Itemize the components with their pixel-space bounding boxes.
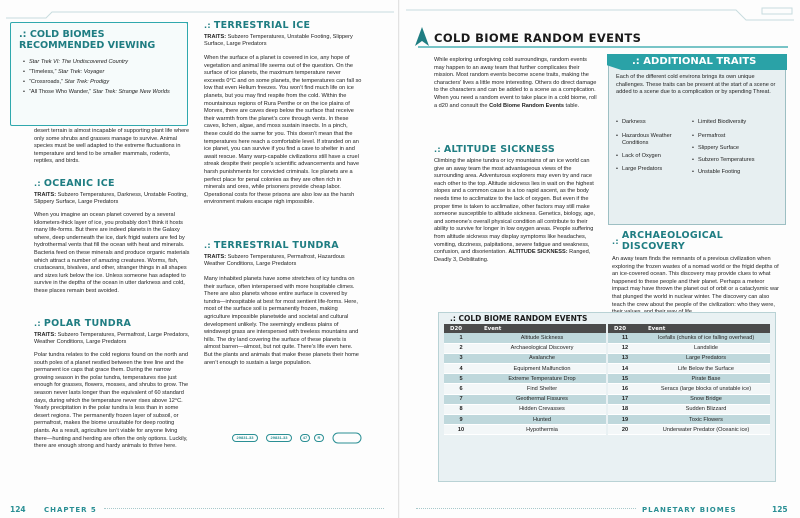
trait-item: • Hazardous Weather Conditions: [622, 133, 692, 147]
top-frame-decoration: [406, 6, 794, 26]
column-header-d20: D20: [608, 324, 642, 333]
d20-cell: 4: [444, 364, 478, 374]
chapter-runner: PLANETARY BIOMES: [642, 506, 737, 514]
table-row: [608, 343, 770, 353]
table-row: [444, 374, 606, 384]
recommended-viewing-box: [10, 22, 188, 126]
terrestrial-tundra-heading: .: TERRESTRIAL TUNDRA: [204, 240, 339, 251]
column-header-d20: D20: [444, 324, 478, 333]
page-number: 124: [10, 505, 26, 514]
terrestrial-tundra-body: Many inhabited planets have some stretches of icy tundra on their surface, often interspersed with more hospitable climes. There are also planets whose entire surface is covered by tundra—inhospitable at best for most sentient life-forms. Here, most of the surface soil is permanently frozen, making agriculture impossible planetwide and societal and cultural development unlikely. The seemingly endless plains of windswept grass are interspersed with treeless mountains and hills. The dry land covering the surface of these planets is almost barren—almost, but not quite. There’s life even here. But the plants and animals that make these planets their home aren’t enough to sustain a large population.: [204, 276, 359, 366]
table-row: [608, 425, 770, 435]
list-item: • “All Those Who Wander,” Star Trek: Strange New Worlds: [23, 87, 187, 97]
table-title: .: COLD BIOME RANDOM EVENTS: [450, 314, 588, 323]
table-header-row: [444, 324, 606, 333]
event-cell: Hidden Crevasses: [478, 404, 606, 414]
trait-item: • Limited Biodiversity: [698, 119, 778, 126]
footer-rule: [104, 508, 384, 511]
code-badge: R: [314, 434, 324, 442]
section-marker-icon: .:: [204, 21, 211, 30]
table-row: [608, 394, 770, 404]
d20-cell: 18: [608, 404, 642, 414]
chapter-runner: CHAPTER 5: [44, 506, 97, 514]
event-cell: Extreme Temperature Drop: [478, 374, 606, 384]
additional-traits-intro: Each of the different cold environs brings its own unique challenges. These traits can be present at the start of a scene or added to a scene due to a complication or by spending Threat.: [616, 74, 776, 96]
command-delta-icon: [414, 27, 430, 47]
event-cell: Archaeological Discovery: [478, 343, 606, 353]
d20-cell: 12: [608, 343, 642, 353]
code-badge: 29831-33: [266, 434, 292, 442]
section-marker-icon: .:: [632, 56, 640, 67]
d20-cell: 10: [444, 425, 478, 435]
section-marker-icon: .:: [204, 241, 211, 250]
altitude-sickness-body: Climbing the alpine tundra or icy mountains of an ice world can give an away team the most advantageous views of the surrounding area. Adventurous explorers may even try and race each other to the top. Altitude sickness lies in wait on the highest slopes and a common cause is a too rapid ascent, as the body needs time to acclimatize to the lack of oxygen. But even if the proper time is taken to acclimatize, other factors may still make someone susceptible to altitude sickness. Genetics, biology, age, and someone’s overall physical condition all contribute to their ability to survive for longer in low oxygen areas. People suffering from altitude sickness may display symptoms like headaches, vomiting, dizziness, palpitations, severe fatigue and weakness, confusion, and disorientation. ALTITUDE SICKNESS: Ranged, Deadly 3, Debilitating.: [434, 158, 595, 263]
event-cell: Snow Bridge: [642, 394, 770, 404]
table-row: [444, 404, 606, 414]
event-cell: Sudden Blizzard: [642, 404, 770, 414]
polar-tundra-traits: TRAITS: Subzero Temperatures, Permafrost, Large Predators, Weather Conditions, Large Predators: [34, 332, 190, 346]
table-row: [608, 404, 770, 414]
footer-rule: [416, 508, 636, 511]
trait-item: • Unstable Footing: [698, 169, 778, 176]
table-row: [444, 425, 606, 435]
recommended-list: [11, 51, 187, 97]
trait-item: • Large Predators: [622, 166, 692, 173]
terrestrial-ice-body: When the surface of a planet is covered in ice, any hope of vegetation and animal life seems out of the question. On the surface of ice planets, the maximum temperature never exceeds 0°C and on some planets, the temperatures can fall so low that even Helium freezes. You won’t find much life on ice planets, but you may find respite from the cold. Within the mountainous regions of Rura Penthe or on the ice plains of Morvex, there are caves deep below the surface that receive their warmth from the planet’s core through vents. In these caves, lichen, algae, and moss sustain insects. In a pinch, these could do the same for you. This doesn’t mean that the temperatures here reach a comfortable level. If stranded on an ice planet, you can survive if you find a cave to shelter in and await rescue. Many warp-capable civilizations still have a cruel streak despite their people’s scientific advancements and have harsh punishments for convicted criminals. Ice planets are a perfect place for penal colonies as they are often rich in minerals and ores, while prisoners provide cheap labor. Operational costs for these prisons are also low as the harsh environment makes escape nigh impossible.: [204, 55, 362, 206]
polar-tundra-body: Polar tundra relates to the cold regions found on the north and south poles of a planet nestled between the tree line and the permanent ice caps that grace them. During the narrow growing season in the polar tundra, temperatures rise just enough for grasses, flowers, mosses, and shrubs to grow. The season never lasts longer than the equivalent of 60 standard days, during which the temperature never rises above 12°C. Yearly precipitation in the polar tundra is less than in some desert regions. The permanently frozen layer of subsoil, or permafrost, makes the biome unsuitable for deep rooting plants. As a result, agriculture isn’t viable for anyone living there—hunting and herding are often the only options. Luckily, there are enough strong and hardy animals to thrive here.: [34, 352, 189, 450]
column-header-event: Event: [642, 324, 770, 333]
table-row: [444, 415, 606, 425]
d20-cell: 1: [444, 333, 478, 343]
d20-cell: 7: [444, 394, 478, 404]
section-marker-icon: .:: [34, 319, 41, 328]
table-row: [444, 343, 606, 353]
trait-item: • Lack of Oxygen: [622, 153, 692, 160]
table-row: [608, 374, 770, 384]
recommended-viewing-title: .: COLD BIOMES RECOMMENDED VIEWING: [19, 29, 156, 51]
d20-cell: 17: [608, 394, 642, 404]
d20-cell: 8: [444, 404, 478, 414]
d20-cell: 5: [444, 374, 478, 384]
table-row: [608, 384, 770, 394]
terrestrial-ice-traits: TRAITS: Subzero Temperatures, Unstable Footing, Slippery Surface, Large Predators: [204, 34, 353, 48]
altitude-sickness-heading: .: ALTITUDE SICKNESS: [434, 144, 556, 155]
archaeological-discovery-heading: .: ARCHAEOLOGICAL DISCOVERY: [612, 230, 724, 252]
section-marker-icon: .:: [450, 314, 456, 323]
event-cell: Equipment Malfunction: [478, 364, 606, 374]
table-row: [608, 364, 770, 374]
trait-item: • Darkness: [622, 119, 692, 126]
table-row: [444, 364, 606, 374]
page-number: 125: [772, 505, 788, 514]
top-frame-decoration: [6, 8, 394, 22]
decorative-pill-icon: [332, 432, 362, 444]
table-row: [444, 353, 606, 363]
event-cell: Geothermal Fissures: [478, 394, 606, 404]
event-cell: Pirate Base: [642, 374, 770, 384]
event-cell: Icefalls (chunks of ice falling overhead): [642, 333, 770, 343]
d20-cell: 6: [444, 384, 478, 394]
d20-cell: 15: [608, 374, 642, 384]
table-row: [444, 394, 606, 404]
table-row: [608, 353, 770, 363]
event-cell: Find Shelter: [478, 384, 606, 394]
list-item: • “Timeless,” Star Trek: Voyager: [23, 67, 187, 77]
d20-cell: 20: [608, 425, 642, 435]
section-marker-icon: .:: [434, 145, 441, 154]
event-cell: Life Below the Surface: [642, 364, 770, 374]
event-cell: Toxic Flowers: [642, 415, 770, 425]
event-cell: Seracs (large blocks of unstable ice): [642, 384, 770, 394]
additional-traits-title: .: ADDITIONAL TRAITS: [632, 56, 757, 67]
trait-item: • Subzero Temperatures: [698, 157, 778, 164]
event-cell: Hunted: [478, 415, 606, 425]
section-marker-icon: .:: [612, 236, 619, 246]
desert-continuation-text: desert terrain is almost incapable of supporting plant life where only some shrubs and grasses manage to survive. Animal species must be well adapted to the extreme fluctuations in temperature and tend to be smaller mammals, rodents, reptiles, and birds.: [34, 128, 190, 165]
oceanic-ice-traits: TRAITS: Subzero Temperatures, Darkness, Unstable Footing, Slippery Surface, Large Predators: [34, 192, 188, 206]
event-cell: Altitude Sickness: [478, 333, 606, 343]
d20-cell: 11: [608, 333, 642, 343]
table-row: [608, 333, 770, 343]
event-cell: Underwater Predator (Oceanic ice): [642, 425, 770, 435]
page-title: COLD BIOME RANDOM EVENTS: [434, 31, 642, 45]
events-table-right: [608, 324, 770, 435]
section-marker-icon: .:: [34, 179, 41, 188]
d20-cell: 13: [608, 353, 642, 363]
table-header-row: [608, 324, 770, 333]
trait-item: • Slippery Surface: [698, 145, 778, 152]
events-table-left: [444, 324, 606, 435]
event-cell: Hypothermia: [478, 425, 606, 435]
list-item: • Star Trek VI: The Undiscovered Country: [23, 57, 187, 67]
corner-decoration: [174, 22, 188, 36]
code-badge: 29831-33: [232, 434, 258, 442]
d20-cell: 14: [608, 364, 642, 374]
polar-tundra-heading: .: POLAR TUNDRA: [34, 318, 132, 329]
section-marker-icon: .:: [19, 29, 27, 40]
d20-cell: 2: [444, 343, 478, 353]
list-item: • “Crossroads,” Star Trek: Prodigy: [23, 77, 187, 87]
d20-cell: 16: [608, 384, 642, 394]
terrestrial-ice-heading: .: TERRESTRIAL ICE: [204, 20, 311, 31]
table-row: [608, 415, 770, 425]
event-cell: Landslide: [642, 343, 770, 353]
archaeological-discovery-body: An away team finds the remnants of a previous civilization when exploring the frozen wastes of a nomad world or the frigid depths of an ice-covered ocean. This discovery may provide clues to what happened to these people and their planet. Perhaps a meteor impact may have thrown the planet out of orbit or a cataclysmic war that plunged the world in nuclear winter. The discovery can also teach the crew about the people of the civilization: who they were,: [612, 256, 779, 308]
column-header-event: Event: [478, 324, 606, 333]
d20-cell: 3: [444, 353, 478, 363]
random-events-intro: While exploring unforgiving cold surroundings, random events may happen to an away team that further complicates their mission. Most random events become scene traits, making the characters’ lives a little more interesting. Others do direct damage to the characters and can be added to a scene as a complication. When you need a random event to take place in a cold biome, roll a d20 and consult the Cold Biome Random Events table.: [434, 57, 597, 109]
oceanic-ice-heading: .: OCEANIC ICE: [34, 178, 115, 189]
event-cell: Large Predators: [642, 353, 770, 363]
d20-cell: 19: [608, 415, 642, 425]
table-row: [444, 333, 606, 343]
d20-cell: 9: [444, 415, 478, 425]
oceanic-ice-body: When you imagine an ocean planet covered by a several kilometers-thick layer of ice, you probably don’t think it hosts many life-forms. But there are indeed planets in the Galaxy where, deep underneath the ice, dark frigid waters are fed by hydrothermal vents that fill the ocean with heat and minerals. Bacteria feed on these minerals and produce organic materials which attract a number of amazing creatures. Worms, fish, crustaceans, bivalves, and other, stranger things in all shapes and sizes lurk below the ice. Unless someone has adapted to survive in the depths of the ocean in utter darkness and cold, these places remain best avoided.: [34, 212, 190, 294]
table-row: [444, 384, 606, 394]
code-badge: 47: [300, 434, 310, 442]
trait-item: • Permafrost: [698, 133, 778, 140]
terrestrial-tundra-traits: TRAITS: Subzero Temperatures, Permafrost, Hazardous Weather Conditions, Large Predators: [204, 254, 345, 268]
event-cell: Avalanche: [478, 353, 606, 363]
